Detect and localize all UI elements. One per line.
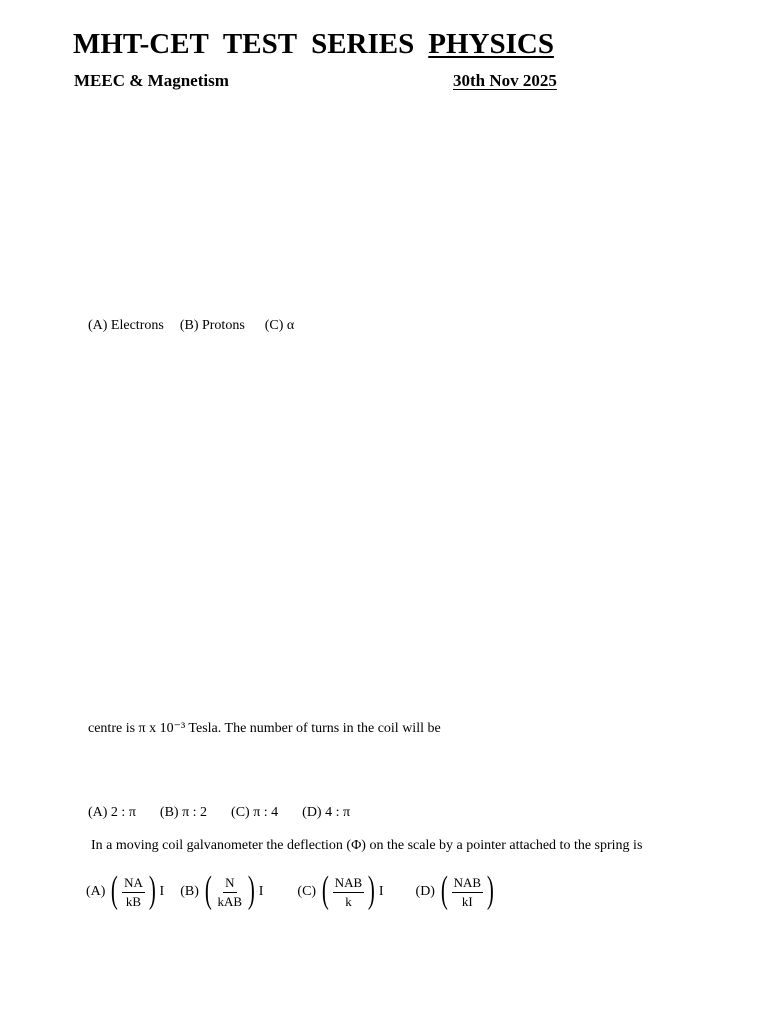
numerator: NA bbox=[122, 875, 145, 893]
page-title bbox=[73, 26, 554, 62]
option: (B) π : 2 bbox=[159, 805, 208, 820]
subtitle: MEEC & Magnetism bbox=[74, 71, 229, 90]
option-c: (C) ( $\frac{\text{NAB}}{k}$ ) I bbox=[297, 869, 384, 911]
fraction bbox=[333, 875, 364, 910]
option-label: (C) bbox=[297, 884, 317, 899]
option-d: (D) ( $\frac{\text{NAB}}{kI}$ ) bbox=[415, 869, 494, 911]
numerator: NAB bbox=[333, 875, 364, 893]
fraction bbox=[122, 875, 145, 910]
denominator: kAB bbox=[217, 893, 243, 909]
question-a-options bbox=[88, 317, 308, 335]
denominator: k bbox=[345, 893, 352, 909]
title-subject: PHYSICS bbox=[428, 28, 554, 60]
option-b: (B) ( $\frac{N}{\text{kAB}}$ ) I bbox=[180, 869, 264, 911]
title-word: MHT-CET bbox=[73, 28, 209, 60]
question-c-options bbox=[86, 869, 497, 912]
fraction bbox=[452, 875, 483, 910]
title-word: TEST bbox=[222, 28, 298, 60]
suffix: I bbox=[159, 884, 165, 899]
option-label: (B) bbox=[180, 884, 199, 899]
title-word: SERIES bbox=[311, 28, 415, 60]
option: (A) Electrons bbox=[88, 318, 164, 333]
option: (B) Protons bbox=[179, 318, 245, 333]
option-label: (D) bbox=[415, 884, 435, 899]
question-c-stem: In a moving coil galvanometer the deflection (Φ) on the scale by a pointer attached to the spring is bbox=[91, 838, 643, 853]
suffix: I bbox=[378, 884, 384, 899]
option: (A) 2 : π bbox=[88, 805, 136, 820]
fraction bbox=[216, 875, 245, 910]
denominator: kB bbox=[125, 893, 142, 909]
denominator: kI bbox=[461, 893, 473, 909]
test-date: 30th Nov 2025 bbox=[453, 71, 557, 90]
option: (C) α bbox=[264, 318, 295, 333]
option: (C) π : 4 bbox=[231, 805, 279, 820]
option-a: (A) ( $\frac{NA}{kB}$ ) I bbox=[86, 869, 165, 911]
numerator: NAB bbox=[452, 875, 483, 893]
question-b-options bbox=[88, 804, 374, 822]
numerator: N bbox=[223, 875, 236, 893]
suffix: I bbox=[258, 884, 264, 899]
option: (D) 4 : π bbox=[302, 805, 351, 820]
option-label: (A) bbox=[86, 884, 106, 899]
question-b-stem: centre is π x 10⁻³ Tesla. The number of turns in the coil will be bbox=[88, 721, 441, 736]
